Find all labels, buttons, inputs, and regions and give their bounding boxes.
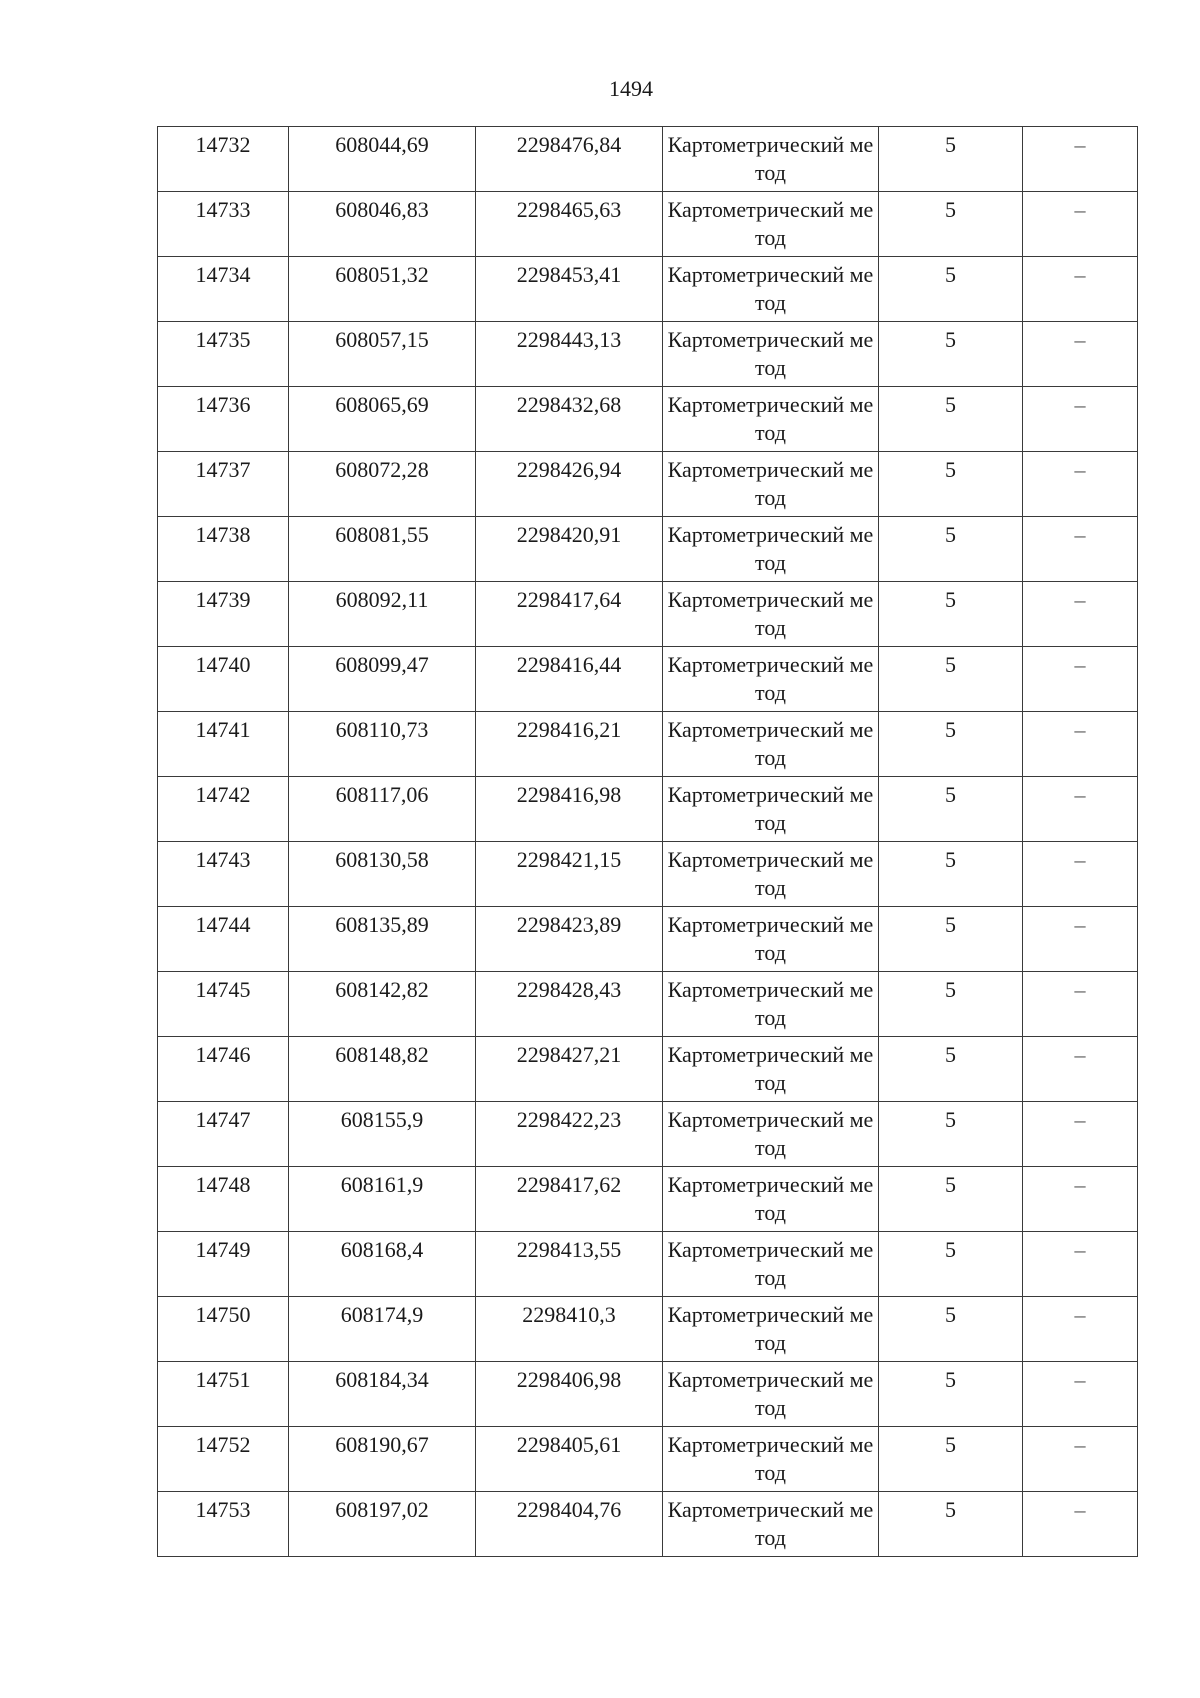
table-row <box>158 777 1138 842</box>
note-cell: – <box>1023 517 1138 582</box>
note-cell: – <box>1023 192 1138 257</box>
table-row <box>158 1297 1138 1362</box>
note-cell: – <box>1023 1492 1138 1557</box>
y-coordinate-cell: 2298404,76 <box>476 1492 663 1557</box>
table-row <box>158 192 1138 257</box>
accuracy-cell: 5 <box>879 1037 1023 1102</box>
x-coordinate-cell: 608117,06 <box>289 777 476 842</box>
y-coordinate-cell: 2298423,89 <box>476 907 663 972</box>
point-number-cell: 14732 <box>158 127 289 192</box>
note-cell: – <box>1023 1232 1138 1297</box>
point-number-cell: 14737 <box>158 452 289 517</box>
note-cell: – <box>1023 1102 1138 1167</box>
y-coordinate-cell: 2298453,41 <box>476 257 663 322</box>
note-cell: – <box>1023 1427 1138 1492</box>
point-number-cell: 14734 <box>158 257 289 322</box>
table-row <box>158 972 1138 1037</box>
note-cell: – <box>1023 712 1138 777</box>
accuracy-cell: 5 <box>879 907 1023 972</box>
table-row <box>158 842 1138 907</box>
y-coordinate-cell: 2298417,64 <box>476 582 663 647</box>
x-coordinate-cell: 608184,34 <box>289 1362 476 1427</box>
point-number-cell: 14750 <box>158 1297 289 1362</box>
x-coordinate-cell: 608130,58 <box>289 842 476 907</box>
coordinates-table <box>157 126 1138 1557</box>
x-coordinate-cell: 608155,9 <box>289 1102 476 1167</box>
method-cell: Картометрический метод <box>663 1492 879 1557</box>
table-row <box>158 1232 1138 1297</box>
y-coordinate-cell: 2298443,13 <box>476 322 663 387</box>
table-row <box>158 517 1138 582</box>
method-cell: Картометрический метод <box>663 1427 879 1492</box>
method-cell: Картометрический метод <box>663 517 879 582</box>
accuracy-cell: 5 <box>879 322 1023 387</box>
y-coordinate-cell: 2298432,68 <box>476 387 663 452</box>
y-coordinate-cell: 2298465,63 <box>476 192 663 257</box>
y-coordinate-cell: 2298405,61 <box>476 1427 663 1492</box>
point-number-cell: 14736 <box>158 387 289 452</box>
point-number-cell: 14746 <box>158 1037 289 1102</box>
x-coordinate-cell: 608197,02 <box>289 1492 476 1557</box>
note-cell: – <box>1023 907 1138 972</box>
method-cell: Картометрический метод <box>663 387 879 452</box>
method-cell: Картометрический метод <box>663 257 879 322</box>
x-coordinate-cell: 608081,55 <box>289 517 476 582</box>
accuracy-cell: 5 <box>879 842 1023 907</box>
table-row <box>158 387 1138 452</box>
y-coordinate-cell: 2298420,91 <box>476 517 663 582</box>
x-coordinate-cell: 608044,69 <box>289 127 476 192</box>
note-cell: – <box>1023 777 1138 842</box>
table-row <box>158 322 1138 387</box>
note-cell: – <box>1023 647 1138 712</box>
note-cell: – <box>1023 842 1138 907</box>
x-coordinate-cell: 608190,67 <box>289 1427 476 1492</box>
table-row <box>158 907 1138 972</box>
point-number-cell: 14751 <box>158 1362 289 1427</box>
method-cell: Картометрический метод <box>663 1362 879 1427</box>
accuracy-cell: 5 <box>879 1102 1023 1167</box>
y-coordinate-cell: 2298428,43 <box>476 972 663 1037</box>
method-cell: Картометрический метод <box>663 647 879 712</box>
point-number-cell: 14741 <box>158 712 289 777</box>
point-number-cell: 14733 <box>158 192 289 257</box>
table-row <box>158 452 1138 517</box>
point-number-cell: 14735 <box>158 322 289 387</box>
x-coordinate-cell: 608142,82 <box>289 972 476 1037</box>
table-row <box>158 712 1138 777</box>
y-coordinate-cell: 2298416,98 <box>476 777 663 842</box>
note-cell: – <box>1023 452 1138 517</box>
y-coordinate-cell: 2298476,84 <box>476 127 663 192</box>
note-cell: – <box>1023 387 1138 452</box>
x-coordinate-cell: 608072,28 <box>289 452 476 517</box>
accuracy-cell: 5 <box>879 517 1023 582</box>
accuracy-cell: 5 <box>879 387 1023 452</box>
point-number-cell: 14743 <box>158 842 289 907</box>
point-number-cell: 14753 <box>158 1492 289 1557</box>
note-cell: – <box>1023 1297 1138 1362</box>
y-coordinate-cell: 2298416,44 <box>476 647 663 712</box>
accuracy-cell: 5 <box>879 1362 1023 1427</box>
method-cell: Картометрический метод <box>663 1297 879 1362</box>
accuracy-cell: 5 <box>879 1232 1023 1297</box>
method-cell: Картометрический метод <box>663 712 879 777</box>
x-coordinate-cell: 608110,73 <box>289 712 476 777</box>
accuracy-cell: 5 <box>879 1297 1023 1362</box>
x-coordinate-cell: 608174,9 <box>289 1297 476 1362</box>
table-row <box>158 1037 1138 1102</box>
table-row <box>158 1167 1138 1232</box>
method-cell: Картометрический метод <box>663 777 879 842</box>
accuracy-cell: 5 <box>879 127 1023 192</box>
y-coordinate-cell: 2298413,55 <box>476 1232 663 1297</box>
method-cell: Картометрический метод <box>663 1232 879 1297</box>
method-cell: Картометрический метод <box>663 322 879 387</box>
note-cell: – <box>1023 127 1138 192</box>
x-coordinate-cell: 608168,4 <box>289 1232 476 1297</box>
x-coordinate-cell: 608046,83 <box>289 192 476 257</box>
point-number-cell: 14739 <box>158 582 289 647</box>
y-coordinate-cell: 2298406,98 <box>476 1362 663 1427</box>
point-number-cell: 14745 <box>158 972 289 1037</box>
table-row <box>158 1362 1138 1427</box>
note-cell: – <box>1023 582 1138 647</box>
note-cell: – <box>1023 1167 1138 1232</box>
method-cell: Картометрический метод <box>663 582 879 647</box>
x-coordinate-cell: 608161,9 <box>289 1167 476 1232</box>
point-number-cell: 14749 <box>158 1232 289 1297</box>
method-cell: Картометрический метод <box>663 972 879 1037</box>
method-cell: Картометрический метод <box>663 192 879 257</box>
method-cell: Картометрический метод <box>663 127 879 192</box>
y-coordinate-cell: 2298421,15 <box>476 842 663 907</box>
x-coordinate-cell: 608099,47 <box>289 647 476 712</box>
y-coordinate-cell: 2298417,62 <box>476 1167 663 1232</box>
y-coordinate-cell: 2298427,21 <box>476 1037 663 1102</box>
note-cell: – <box>1023 972 1138 1037</box>
table-row <box>158 1102 1138 1167</box>
accuracy-cell: 5 <box>879 1492 1023 1557</box>
note-cell: – <box>1023 322 1138 387</box>
y-coordinate-cell: 2298426,94 <box>476 452 663 517</box>
note-cell: – <box>1023 1037 1138 1102</box>
point-number-cell: 14738 <box>158 517 289 582</box>
table-row <box>158 1427 1138 1492</box>
point-number-cell: 14752 <box>158 1427 289 1492</box>
method-cell: Картометрический метод <box>663 452 879 517</box>
accuracy-cell: 5 <box>879 1427 1023 1492</box>
accuracy-cell: 5 <box>879 192 1023 257</box>
method-cell: Картометрический метод <box>663 1037 879 1102</box>
accuracy-cell: 5 <box>879 582 1023 647</box>
accuracy-cell: 5 <box>879 647 1023 712</box>
point-number-cell: 14740 <box>158 647 289 712</box>
table-row <box>158 257 1138 322</box>
point-number-cell: 14744 <box>158 907 289 972</box>
table-row <box>158 582 1138 647</box>
accuracy-cell: 5 <box>879 257 1023 322</box>
method-cell: Картометрический метод <box>663 1102 879 1167</box>
x-coordinate-cell: 608135,89 <box>289 907 476 972</box>
accuracy-cell: 5 <box>879 1167 1023 1232</box>
method-cell: Картометрический метод <box>663 907 879 972</box>
page-number: 1494 <box>609 76 653 101</box>
table-row <box>158 1492 1138 1557</box>
accuracy-cell: 5 <box>879 972 1023 1037</box>
point-number-cell: 14742 <box>158 777 289 842</box>
accuracy-cell: 5 <box>879 712 1023 777</box>
point-number-cell: 14748 <box>158 1167 289 1232</box>
x-coordinate-cell: 608057,15 <box>289 322 476 387</box>
x-coordinate-cell: 608051,32 <box>289 257 476 322</box>
y-coordinate-cell: 2298422,23 <box>476 1102 663 1167</box>
y-coordinate-cell: 2298416,21 <box>476 712 663 777</box>
x-coordinate-cell: 608092,11 <box>289 582 476 647</box>
accuracy-cell: 5 <box>879 452 1023 517</box>
table-row <box>158 647 1138 712</box>
accuracy-cell: 5 <box>879 777 1023 842</box>
point-number-cell: 14747 <box>158 1102 289 1167</box>
note-cell: – <box>1023 1362 1138 1427</box>
coordinates-table-body <box>158 127 1138 1557</box>
method-cell: Картометрический метод <box>663 1167 879 1232</box>
table-row <box>158 127 1138 192</box>
y-coordinate-cell: 2298410,3 <box>476 1297 663 1362</box>
x-coordinate-cell: 608065,69 <box>289 387 476 452</box>
x-coordinate-cell: 608148,82 <box>289 1037 476 1102</box>
note-cell: – <box>1023 257 1138 322</box>
method-cell: Картометрический метод <box>663 842 879 907</box>
